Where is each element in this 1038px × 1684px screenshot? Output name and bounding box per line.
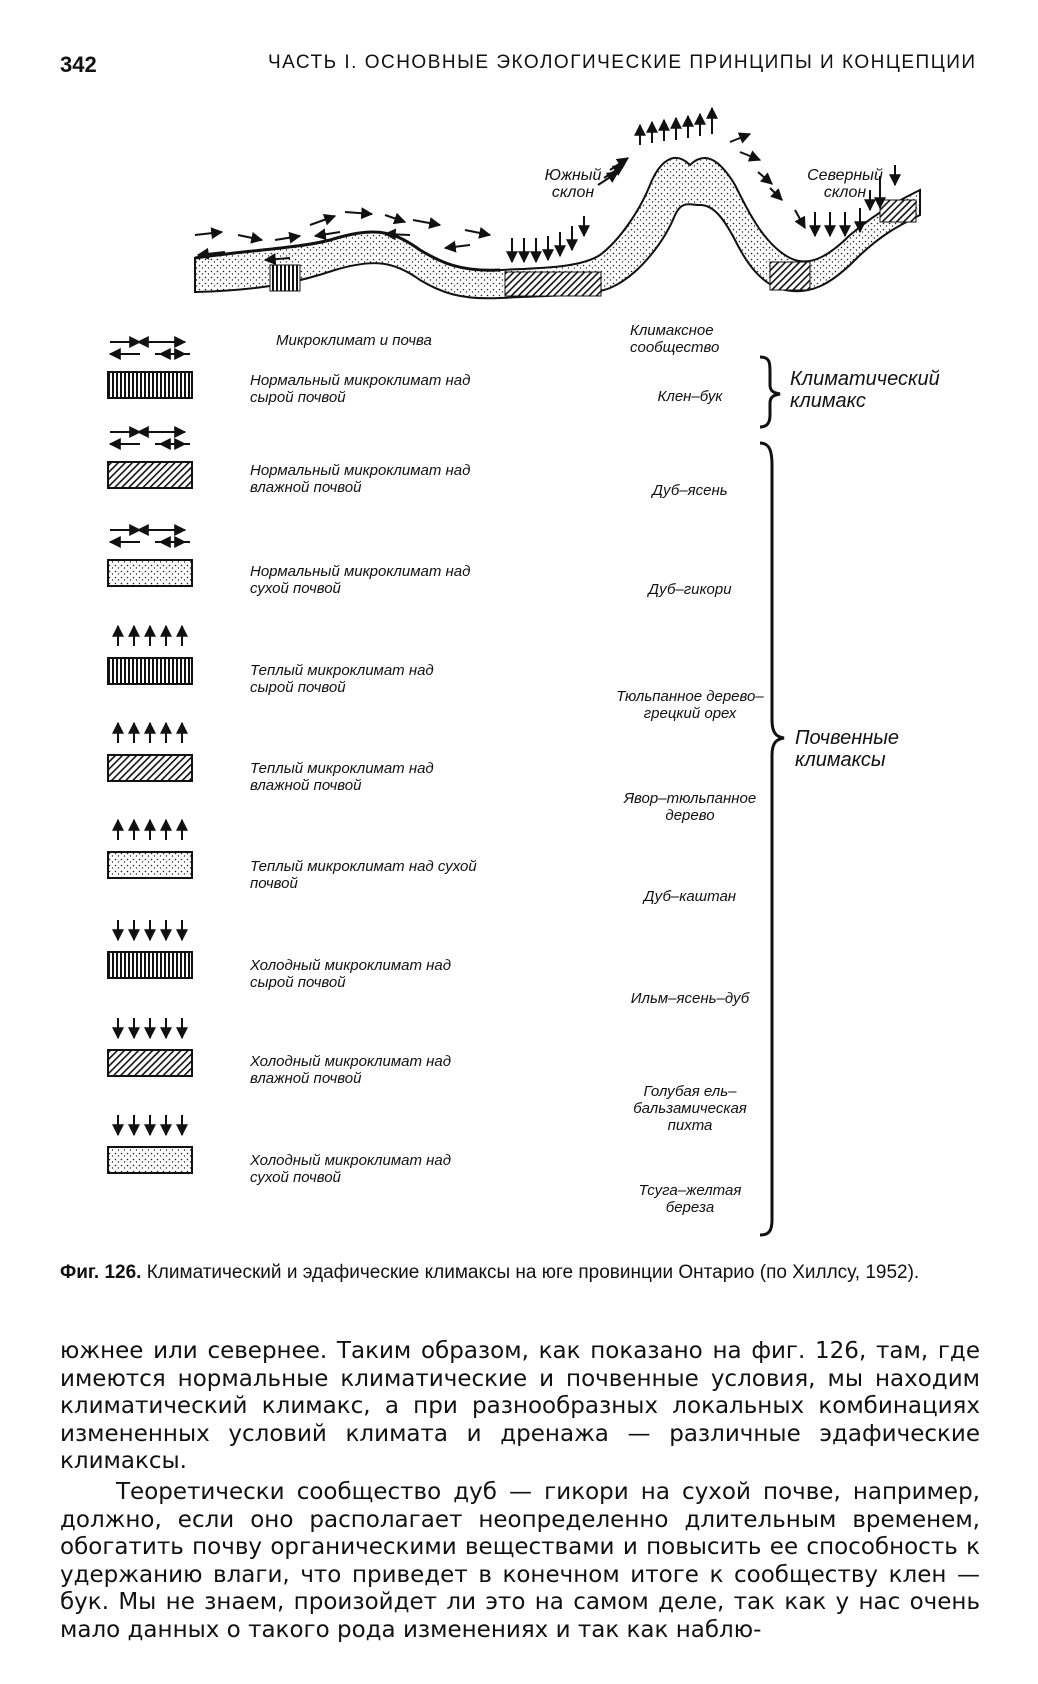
soil-swatch-dry (108, 852, 192, 878)
condition-label: Теплый микроклимат над влажной почвой (250, 760, 434, 794)
community-label: Тсуга–желтая береза (638, 1182, 742, 1216)
soil-swatch-dry (108, 560, 192, 586)
climatic-climax-label: Климатический климакс (790, 368, 940, 412)
community-label: Дуб–ясень (652, 482, 728, 499)
community-label: Ильм–ясень–дуб (630, 990, 750, 1007)
legend-graphics (108, 342, 192, 1173)
community-label: Дуб–гикори (648, 581, 732, 598)
north-slope-label: Северный склон (807, 167, 883, 201)
south-slope-label: Южный склон (544, 167, 602, 201)
legend-symbol-warm-moist (108, 723, 192, 781)
legend-symbol-normal-dry (108, 530, 192, 586)
paragraph-2: Теоретически сообщество дуб — гикори на сухой почве, например, должно, если оно располагает неопределенно длительным временем, обогатить почву органическими веществами и повысить ее способность к удержанию влаги, что приведет в конечном итоге к сообществу клен — бук. Мы не знаем, произойдет ли это на самом деле, так как у нас очень мало данных о такого рода изменениях и так как наблю- (60, 1479, 980, 1643)
legend-symbol-cold-moist (108, 1018, 192, 1076)
figure-caption (60, 1260, 980, 1285)
community-label: Клен–бук (657, 388, 723, 405)
paragraph-1: южнее или севернее. Таким образом, как показано на фиг. 126, там, где имеются нормальные климатические и почвенные условия, мы находим климатический климакс, а при разнообразных локальных комбинациях измененных условий климата и дренажа — различные эдафические климаксы. (60, 1338, 980, 1474)
condition-label: Холодный микроклимат над сухой почвой (250, 1152, 452, 1186)
soil-swatch-moist (108, 462, 192, 488)
edaphic-climax-label: Почвенные климаксы (795, 727, 900, 771)
condition-label: Нормальный микроклимат над сухой почвой (250, 563, 471, 597)
column-header-microclimate: Микроклимат и почва (276, 332, 432, 349)
soil-swatch-wet (108, 372, 192, 398)
caption-text: Климатический и эдафические климаксы на юге провинции Онтарио (по Хиллсу, 1952). (146, 1262, 920, 1283)
condition-label: Теплый микроклимат над сухой почвой (250, 858, 477, 892)
running-title: ЧАСТЬ I. ОСНОВНЫЕ ЭКОЛОГИЧЕСКИЕ ПРИНЦИПЫ И КОНЦЕПЦИИ (268, 52, 977, 73)
soil-swatch-moist (108, 755, 192, 781)
soil-swatch-dry (108, 1147, 192, 1173)
community-label: Явор–тюльпанное дерево (623, 790, 757, 824)
caption-label: Фиг. 126. (60, 1262, 142, 1283)
condition-label: Теплый микроклимат над сырой почвой (250, 662, 434, 696)
condition-label: Холодный микроклимат над сырой почвой (250, 957, 452, 991)
legend-symbol-cold-wet (108, 920, 192, 978)
soil-swatch-moist (108, 1050, 192, 1076)
legend-symbol-warm-dry (108, 820, 192, 878)
soil-swatch-wet (108, 952, 192, 978)
legend-symbol-normal-wet (108, 342, 192, 398)
condition-label: Нормальный микроклимат над сырой почвой (250, 372, 471, 406)
legend-symbol-cold-dry (108, 1115, 192, 1173)
column-header-community: Климаксное сообщество (630, 322, 720, 356)
condition-label: Холодный микроклимат над влажной почвой (250, 1053, 452, 1087)
condition-label: Нормальный микроклимат над влажной почвой (250, 462, 471, 496)
soil-swatch-wet (108, 658, 192, 684)
legend-symbol-warm-wet (108, 626, 192, 684)
community-label: Тюльпанное дерево–грецкий орех (616, 688, 764, 722)
community-label: Голубая ель–бальзамическая пихта (633, 1083, 747, 1134)
community-label: Дуб–каштан (643, 888, 737, 905)
page-number: 342 (60, 52, 97, 77)
legend-symbol-normal-moist (108, 432, 192, 488)
